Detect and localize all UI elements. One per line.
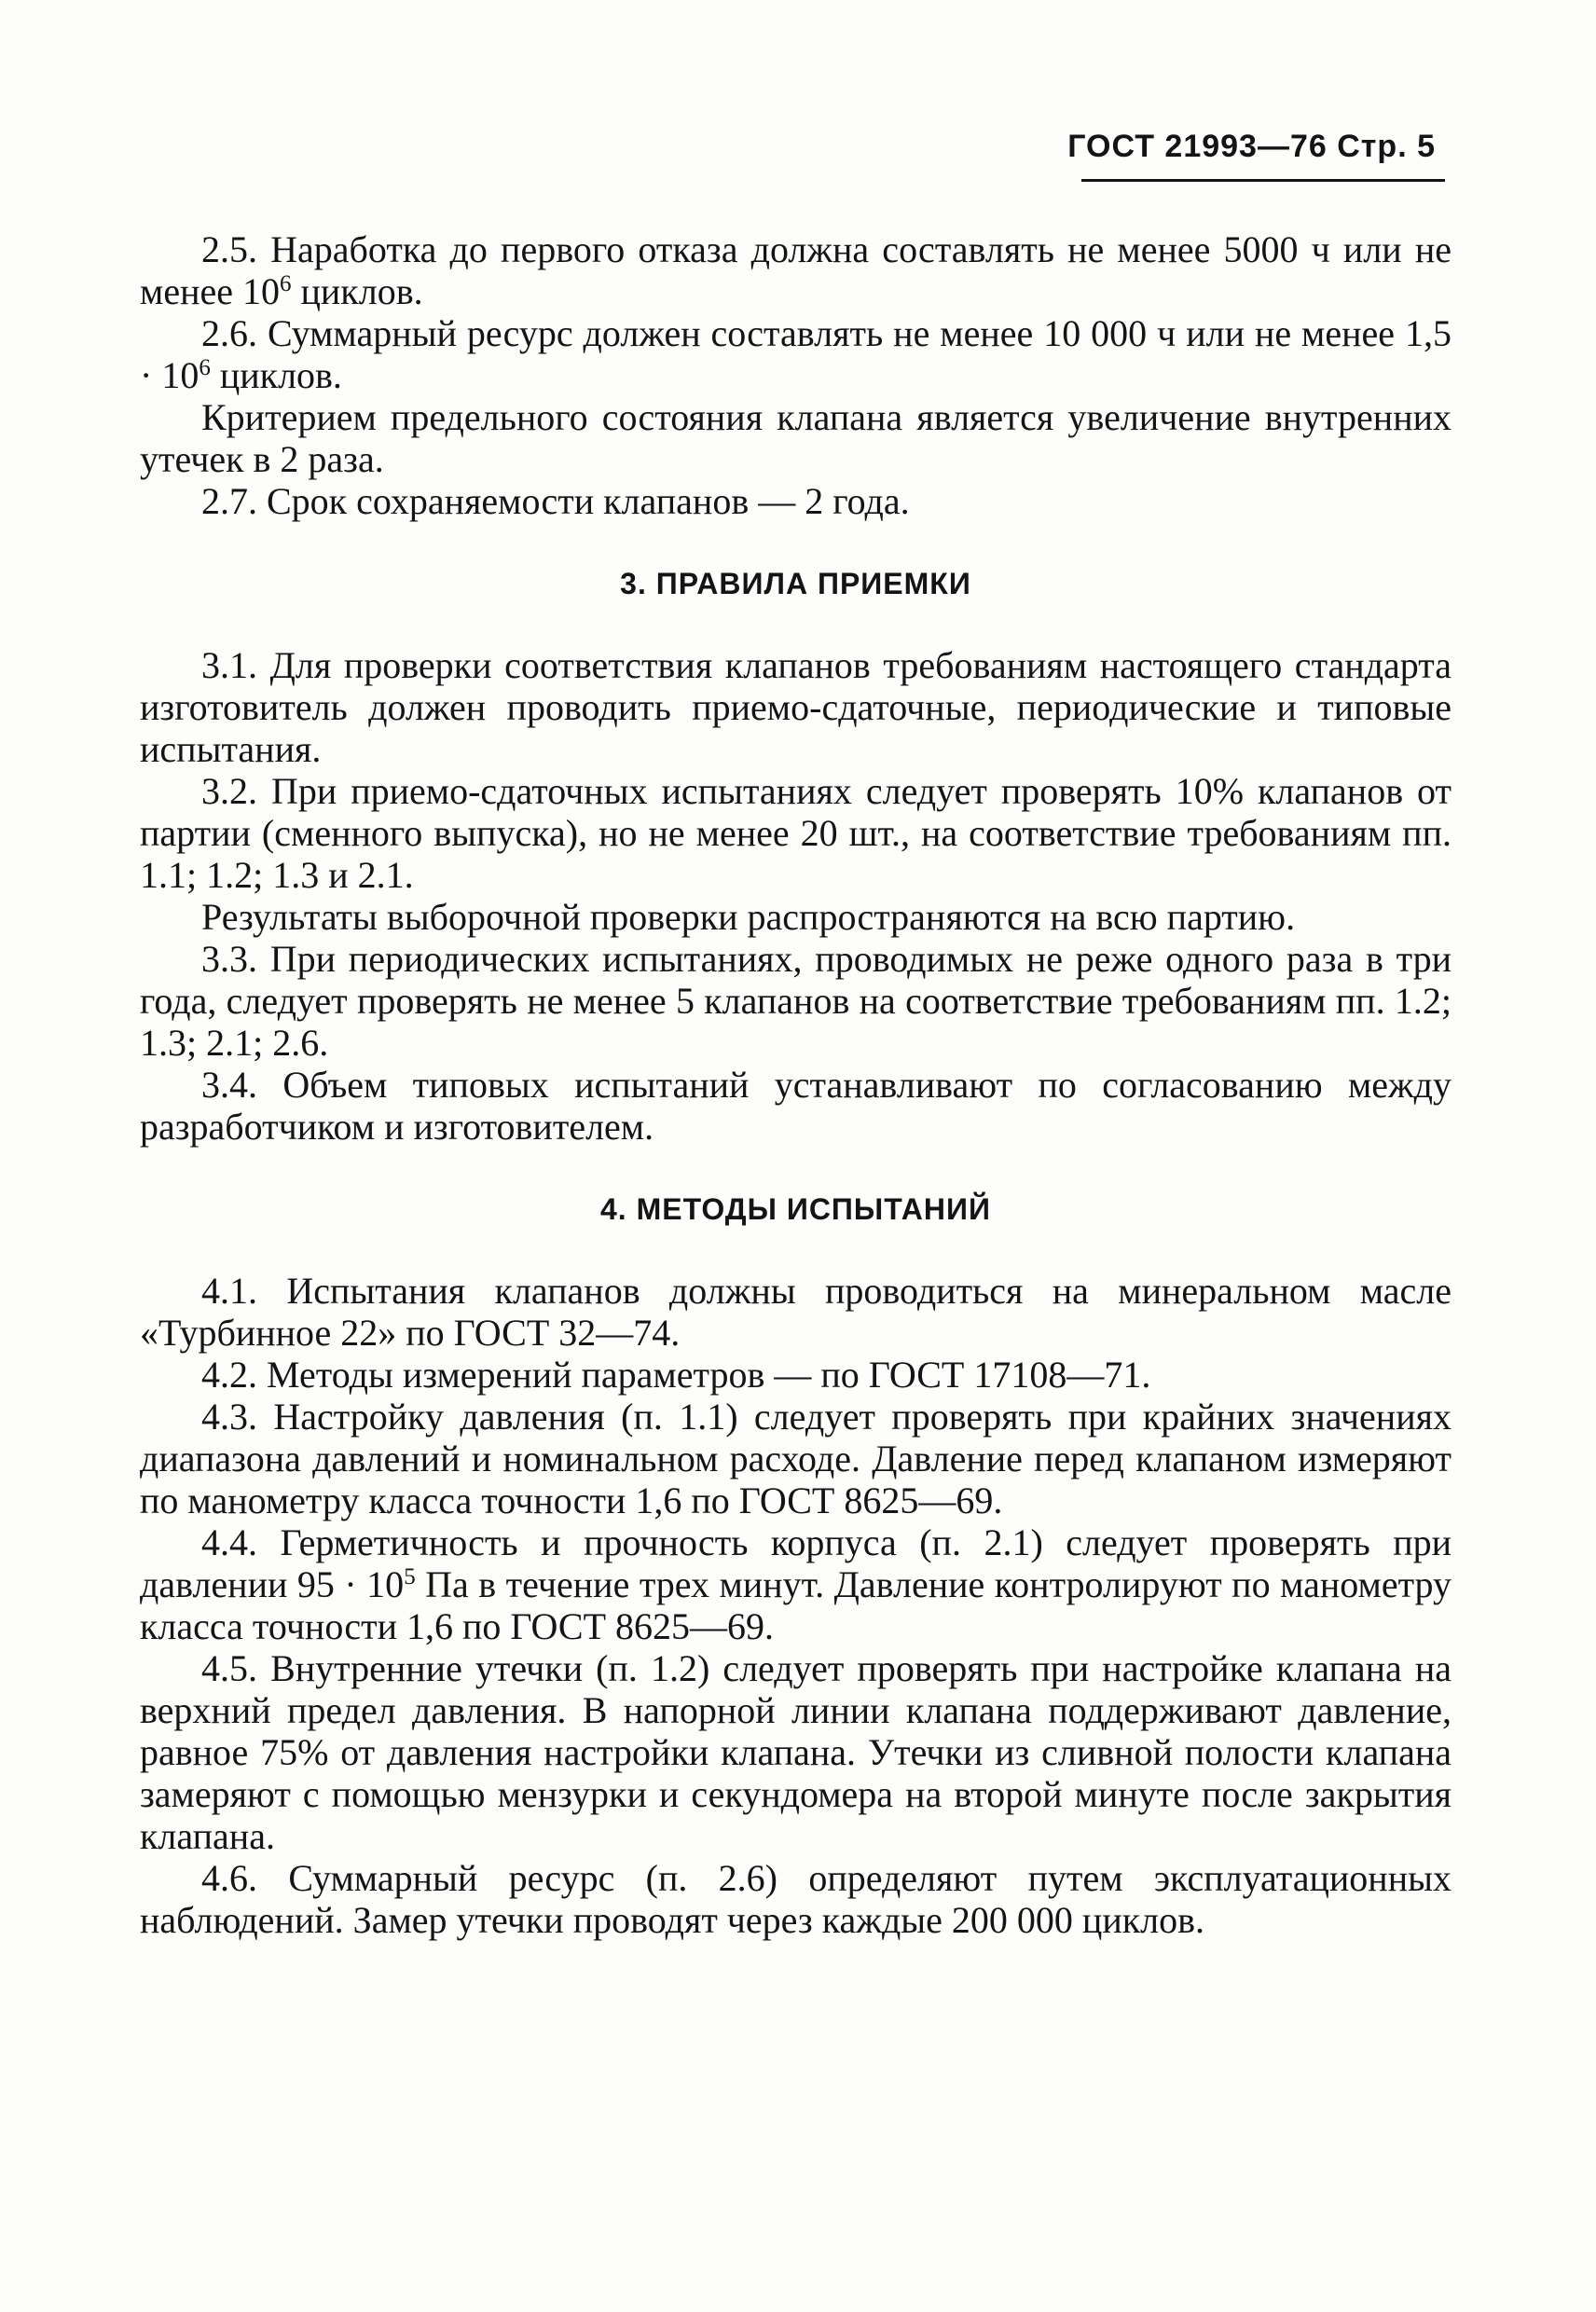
section-title-test-methods: 4. МЕТОДЫ ИСПЫТАНИЙ [600,1192,991,1226]
paragraph-2-7: 2.7. Срок сохраняемости клапанов — 2 года. [201,480,910,522]
paragraph-3-3: 3.3. При периодических испытаниях, проводимых не реже одного раза в три года, следует проверять не менее 5 клапанов на соответствие требованиям пп. 1.2; 1.3; 2.1; 2.6. [140,938,1452,1064]
paragraph-4-3: 4.3. Настройку давления (п. 1.1) следует проверять при крайних значениях диапазона давлений и номинальном расходе. Давление перед клапаном измеряют по манометру класса точности 1,6 по ГОСТ 8625—69. [140,1396,1452,1521]
paragraph-3-4: 3.4. Объем типовых испытаний устанавливают по согласованию между разработчиком и изготовителем. [140,1064,1452,1148]
paragraph-4-5: 4.5. Внутренние утечки (п. 1.2) следует проверять при настройке клапана на верхний предел давления. В напорной линии клапана поддерживают давление, равное 75% от давления настройки клапана. Утечки из сливной полости клапана замеряют с помощью мензурки и секундомера на второй минуте после закрытия клапана. [140,1647,1452,1857]
section-title-acceptance: 3. ПРАВИЛА ПРИЕМКИ [620,567,971,600]
paragraph-4-6: 4.6. Суммарный ресурс (п. 2.6) определяют путем эксплуатационных наблюдений. Замер утечки проводят через каждые 200 000 циклов. [140,1857,1452,1941]
header-rule [1081,179,1445,182]
page-content [140,228,1452,1941]
paragraph-4-1: 4.1. Испытания клапанов должны проводиться на минеральном масле «Турбинное 22» по ГОСТ 32—74. [140,1270,1452,1354]
paragraph-2-6: 2.6. Суммарный ресурс должен составлять не менее 10 000 ч или не менее $1,5 \cdot 10^6$ циклов. [140,312,1452,396]
paragraph-3-2: 3.2. При приемо-сдаточных испытаниях следует проверять 10% клапанов от партии (сменного выпуска), но не менее 20 шт., на соответствие требованиям пп. 1.1; 1.2; 1.3 и 2.1. [140,770,1452,896]
running-head: ГОСТ 21993—76 Стр. 5 [1067,129,1436,164]
paragraph-results: Результаты выборочной проверки распространяются на всю партию. [201,896,1296,938]
paragraph-3-1: 3.1. Для проверки соответствия клапанов требованиям настоящего стандарта изготовитель должен проводить приемо-сдаточные, периодические и типовые испытания. [140,644,1452,770]
paragraph-2-5: 2.5. Наработка до первого отказа должна составлять не менее 5000 ч или не менее $10^6$ циклов. [140,228,1452,312]
paragraph-4-2: 4.2. Методы измерений параметров — по ГОСТ 17108—71. [201,1354,1151,1396]
paragraph-criterion: Критерием предельного состояния клапана является увеличение внутренних утечек в 2 раза. [140,396,1452,480]
paragraph-4-4: 4.4. Герметичность и прочность корпуса (п. 2.1) следует проверять при давлении $95 \cdot 10^5$ Па в течение трех минут. Давление контролируют по манометру класса точности 1,6 по ГОСТ 8625—69. [140,1521,1452,1647]
